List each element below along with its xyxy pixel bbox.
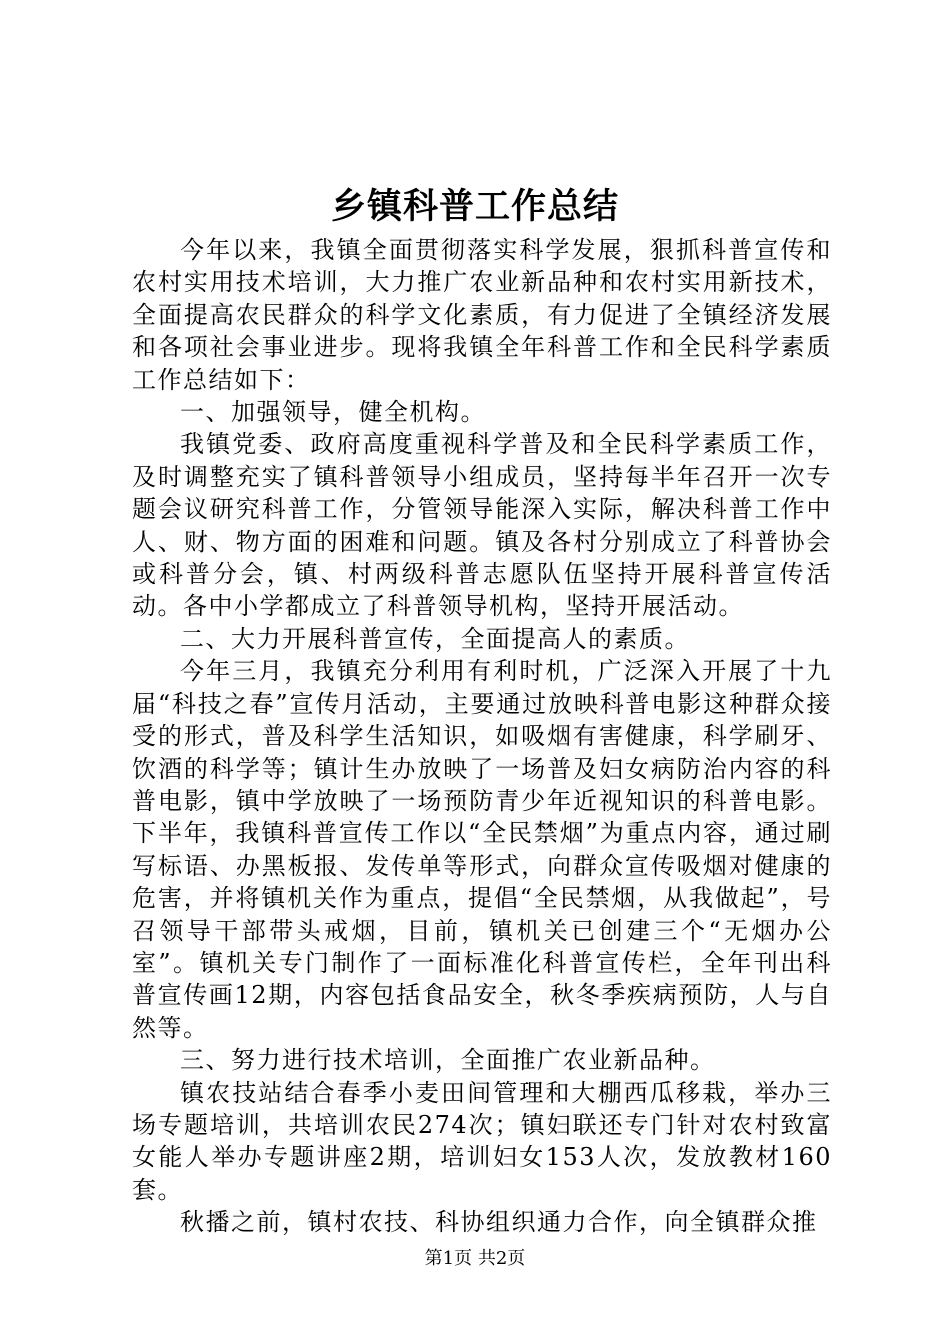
- section-3-paragraph-2: 秋播之前，镇村农技、科协组织通力合作，向全镇群众推: [180, 1208, 818, 1237]
- section-1-paragraph: 我镇党委、政府高度重视科学普及和全民科学素质工作，及时调整充实了镇科普领导小组成员，坚持每半年召开一次专题会议研究科普工作，分管领导能深入实际，解决科普工作中人、财、物方面的困难和问题。镇及各村分别成立了科普协会或科普分会，镇、村两级科普志愿队伍坚持开展科普宣传活动。各中小学都成立了科普领导机构，坚持开展活动。: [132, 430, 832, 621]
- section-heading-2: 二、大力开展科普宣传，全面提高人的素质。: [180, 624, 690, 653]
- document-body: [132, 234, 832, 1239]
- section-3-paragraph-1: 镇农技站结合春季小麦田间管理和大棚西瓜移栽，举办三场专题培训，共培训农民274次；镇妇联还专门针对农村致富女能人举办专题讲座2期，培训妇女153人次，发放教材160套。: [132, 1078, 832, 1204]
- section-2-paragraph: 今年三月，我镇充分利用有利时机，广泛深入开展了十九届“科技之春”宣传月活动，主要通过放映科普电影这种群众接受的形式，普及科学生活知识，如吸烟有害健康，科学刷牙、饮酒的科学等；镇计生办放映了一场普及妇女病防治内容的科普电影，镇中学放映了一场预防青少年近视知识的科普电影。下半年，我镇科普宣传工作以“全民禁烟”为重点内容，通过刷写标语、办黑板报、发传单等形式，向群众宣传吸烟对健康的危害，并将镇机关作为重点，提倡“全民禁烟，从我做起”，号召领导干部带头戒烟，目前，镇机关已创建三个“无烟办公室”。镇机关专门制作了一面标准化科普宣传栏，全年刊出科普宣传画12期，内容包括食品安全，秋冬季疾病预防，人与自然等。: [132, 657, 832, 1042]
- page-number-footer: 第1页 共2页: [424, 1248, 526, 1269]
- intro-paragraph: 今年以来，我镇全面贯彻落实科学发展，狠抓科普宣传和农村实用技术培训，大力推广农业新品种和农村实用新技术，全面提高农民群众的科学文化素质，有力促进了全镇经济发展和各项社会事业进步。现将我镇全年科普工作和全民科学素质工作总结如下：: [132, 236, 832, 394]
- section-heading-1: 一、加强领导，健全机构。: [180, 398, 486, 427]
- document-title: 乡镇科普工作总结: [330, 187, 619, 227]
- section-heading-3: 三、努力进行技术培训，全面推广农业新品种。: [180, 1046, 716, 1075]
